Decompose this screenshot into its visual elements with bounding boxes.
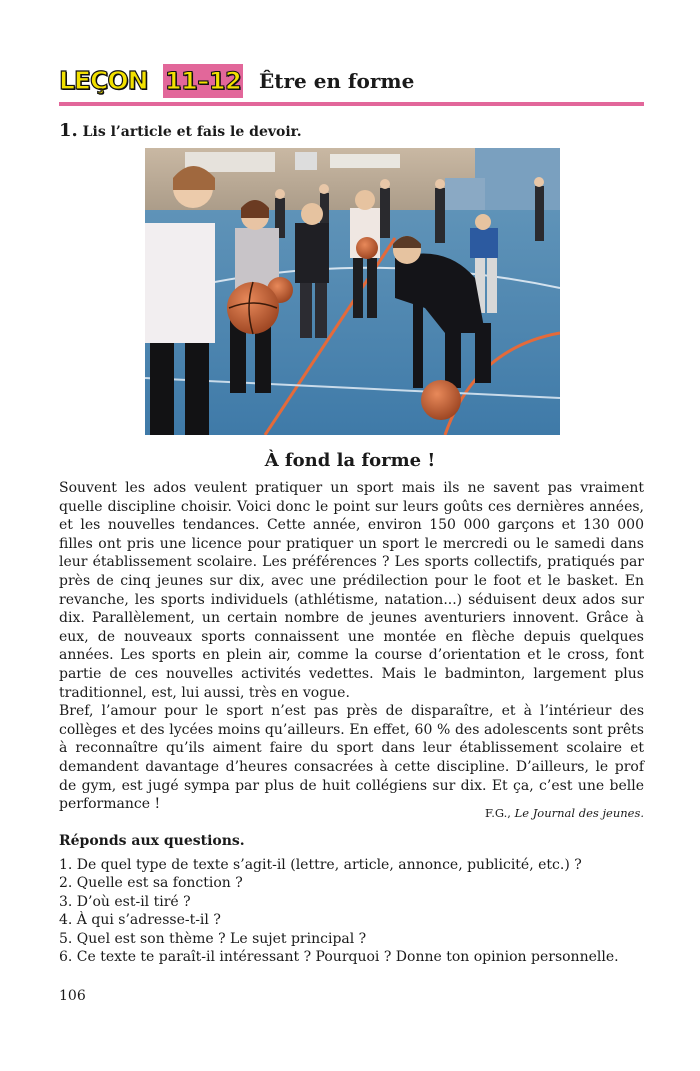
page-number: 106: [59, 988, 86, 1004]
article-source: [485, 806, 644, 820]
article-title: À fond la forme !: [264, 450, 436, 471]
exercise-number: 1.: [59, 120, 78, 141]
exercise-instruction: [59, 120, 302, 141]
lesson-number: 11–12: [164, 67, 242, 95]
lesson-number-badge: [163, 64, 243, 98]
questions-heading: Réponds aux questions.: [59, 833, 245, 849]
article-body: [59, 479, 644, 814]
question-item: 3. D’où est-il tiré ?: [59, 893, 191, 910]
basketball-training-photo-icon: [145, 148, 560, 435]
source-journal: Le Journal des jeunes.: [514, 806, 644, 820]
article-paragraph-1: Souvent les ados veulent pratiquer un sport mais ils ne savent pas vraiment quelle discipline choisir. Voici donc le point sur leurs goûts ces dernières années, et les nouvelles tendances. Cette année, environ 150 000 garçons et 130 000 filles ont pris une licence pour pratiquer un sport le mercredi ou le samedi dans leur établissement scolaire. Les préférences ? Les sports collectifs, pratiqués par près de cinq jeunes sur dix, avec une prédilection pour le foot et le basket. En revanche, les sports individuels (athlétisme, natation...) séduisent deux ados sur dix. Parallèlement, un certain nombre de jeunes aventuriers innovent. Grâce à eux, de nouveaux sports connaissent une montée en flèche depuis quelques années. Les sports en plein air, comme la course d’orientation et le cross, font partie de ces nouvelles activités vedettes. Mais le badminton, largement plus traditionnel, est, lui aussi, très en vogue.: [59, 480, 644, 701]
exercise-text: Lis l’article et fais le devoir.: [82, 124, 302, 140]
lesson-title: Être en forme: [259, 69, 415, 93]
question-item: 4. À qui s’adresse-t-il ?: [59, 912, 221, 929]
lecon-label: LEÇON: [59, 66, 148, 95]
header-divider: [59, 102, 644, 106]
article-paragraph-2: Bref, l’amour pour le sport n’est pas près de disparaître, et à l’intérieur des collèges et des lycées moins qu’ailleurs. En effet, 60 % des adolescents sont prêts à reconnaître qu’ils aiment faire du sport dans leur établissement scolaire et demandent davantage d’heures consacrées à cette discipline. D’ailleurs, le prof de gym, est jugé sympa par plus de huit collégiens sur dix. Et ça, c’est une belle performance !: [59, 703, 644, 813]
source-author: F.G.,: [485, 806, 511, 820]
question-item: 6. Ce texte te paraît-il intéressant ? Pourquoi ? Donne ton opinion personnelle.: [59, 949, 619, 966]
basketball-photo: [145, 148, 560, 435]
lesson-header: [59, 64, 644, 106]
questions-list: [59, 856, 644, 966]
question-item: 2. Quelle est sa fonction ?: [59, 875, 243, 892]
question-item: 1. De quel type de texte s’agit-il (lettre, article, annonce, publicité, etc.) ?: [59, 857, 582, 873]
question-item: 5. Quel est son thème ? Le sujet principal ?: [59, 930, 367, 947]
